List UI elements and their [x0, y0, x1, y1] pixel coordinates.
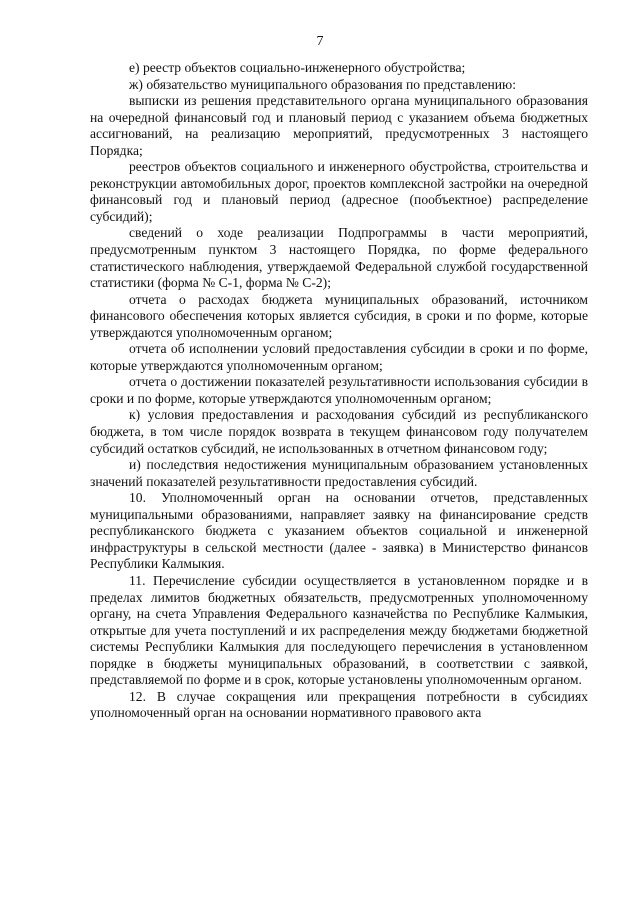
page-number: 7 [316, 34, 324, 49]
paragraph-e: е) реестр объектов социально-инженерного обустройства; [129, 60, 466, 75]
document-body [90, 60, 588, 722]
paragraph-registers: реестров объектов социального и инженерного обустройства, строительства и реконструкции автомобильных дорог, проектов комплексной застройки на очередной финансовый год и плановый период (адресное (пообъектное) распределение субсидий); [90, 159, 588, 224]
paragraph-k: к) условия предоставления и расходования субсидий из республиканского бюджета, в том числе порядок возврата в текущем финансовом году получателем субсидий остатков субсидий, не использованных в отчетном финансовом году; [90, 407, 588, 456]
paragraph-12: 12. В случае сокращения или прекращения потребности в субсидиях уполномоченный орган на основании нормативного правового акта [90, 688, 588, 721]
paragraph-11: 11. Перечисление субсидии осуществляется в установленном порядке и в пределах лимитов бюджетных обязательств, предусмотренных уполномоченному органу, на счета Управления Федерального казначейства по Республике Калмыкия, открытые для учета поступлений и их распределения между бюджетами бюджетной системы Республики Калмыкия для последующего перечисления в установленном порядке в бюджеты муниципальных образований, в соответствии с заявкой, представляемой по форме и в срок, которые установлены уполномоченным органом. [90, 572, 588, 688]
paragraph-conditions-report: отчета об исполнении условий предоставления субсидии в сроки и по форме, которые утверждаются уполномоченным органом; [90, 341, 588, 373]
paragraph-i: и) последствия недостижения муниципальным образованием установленных значений показателей результативности предоставления субсидий. [90, 457, 588, 489]
paragraph-10: 10. Уполномоченный орган на основании отчетов, представленных муниципальными образованиями, направляет заявку на финансирование средств республиканского бюджета с указанием объектов социальной и инженерной инфраструктуры в сельской местности (далее - заявка) в Министерство финансов Республики Калмыкия. [90, 490, 588, 572]
paragraph-expense-report: отчета о расходах бюджета муниципальных образований, источником финансового обеспечения которых является субсидия, в сроки и по форме, которые утверждаются уполномоченным органом; [90, 291, 588, 340]
paragraph-indicators-report: отчета о достижении показателей результативности использования субсидии в сроки и по форме, которые утверждаются уполномоченным органом; [90, 374, 588, 406]
paragraph-zh: ж) обязательство муниципального образования по представлению: [129, 76, 516, 92]
paragraph-progress-info: сведений о ходе реализации Подпрограммы в части мероприятий, предусмотренным пунктом 3 настоящего Порядка, по форме федерального статистического наблюдения, утверждаемой Федеральной службой государственной статистики (форма № С-1, форма № С-2); [90, 225, 588, 291]
paragraph-extracts: выписки из решения представительного органа муниципального образования на очередной финансовый год и плановый период с указанием объема бюджетных ассигнований, на реализацию мероприятий, предусмотренных 3 настоящего Порядка; [90, 93, 588, 158]
